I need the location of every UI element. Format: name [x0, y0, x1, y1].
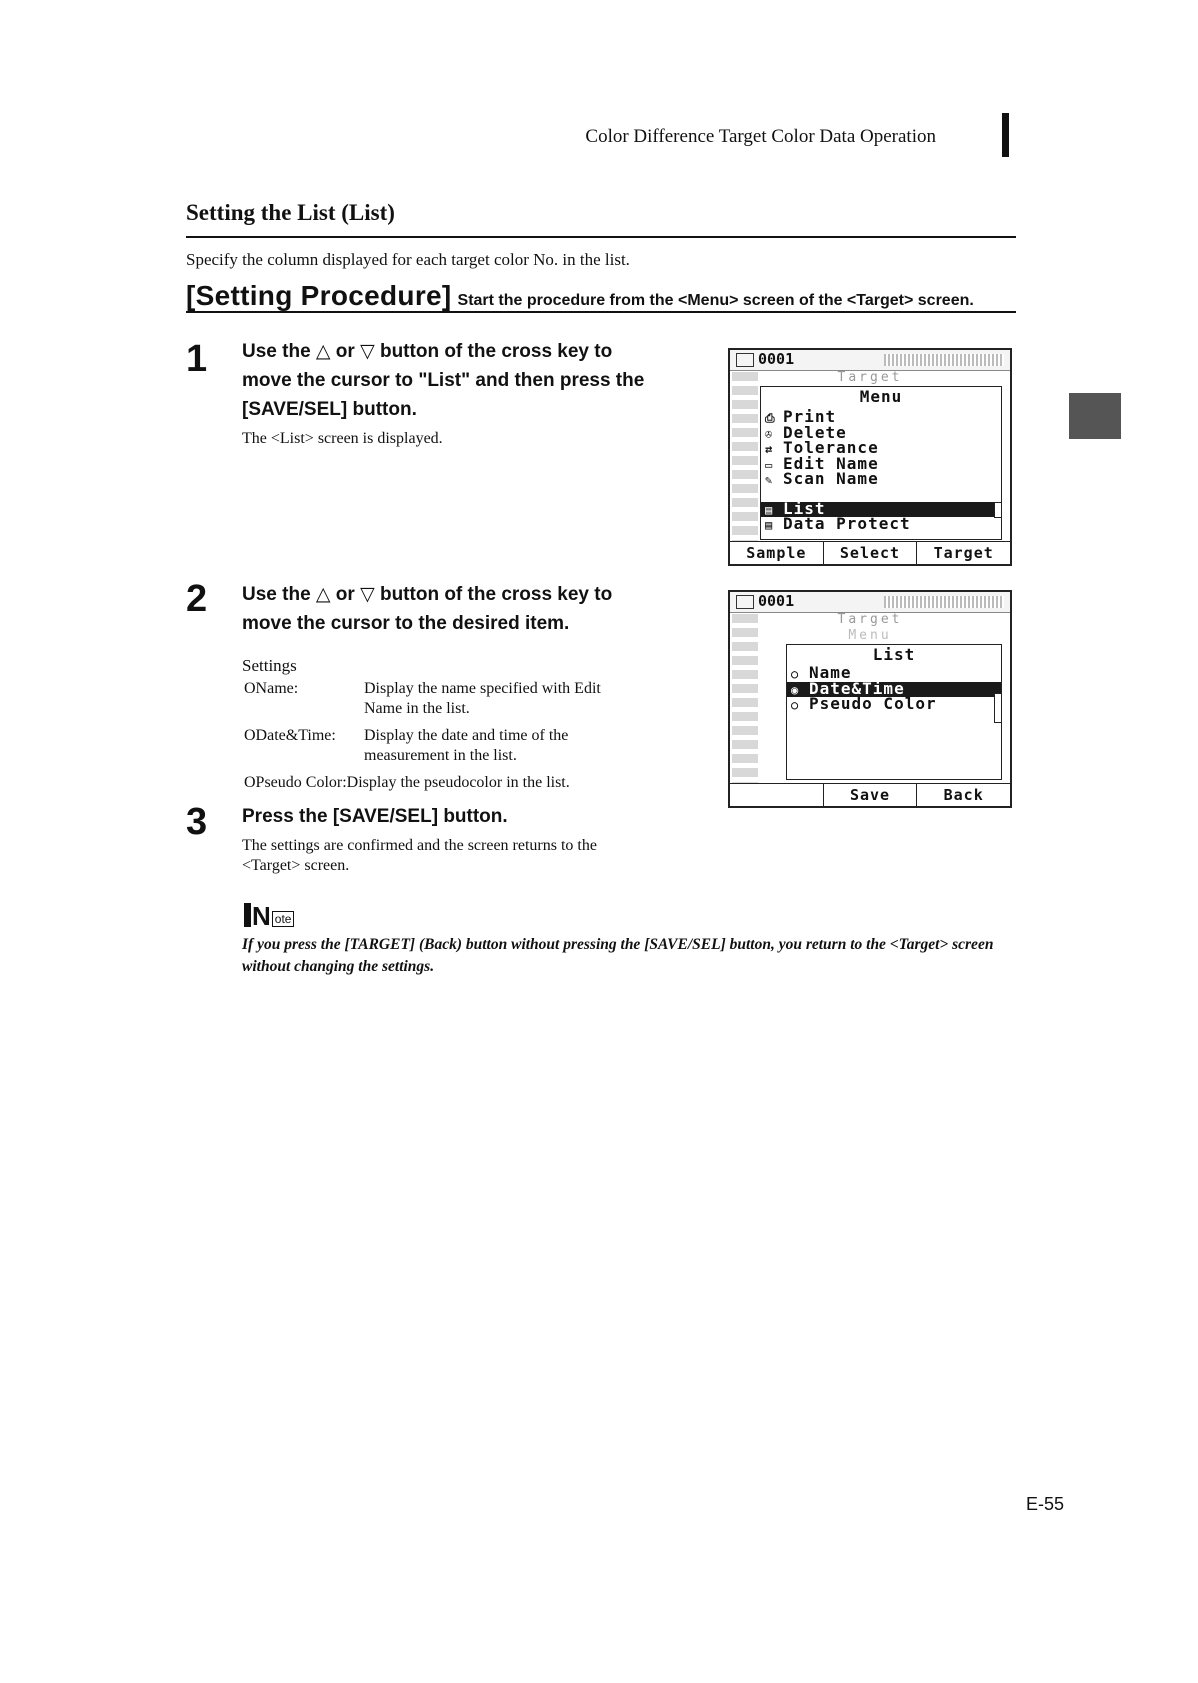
- header-marker-bar: [1002, 113, 1009, 157]
- screen-status-bar: [730, 592, 1010, 613]
- setting-datetime-label: ΟDate&Time:: [244, 727, 336, 744]
- page-number: E-55: [1026, 1494, 1065, 1514]
- settings-heading: Settings: [242, 656, 297, 675]
- list-title: List: [872, 645, 916, 664]
- step-1-result: The <List> screen is displayed.: [242, 430, 443, 447]
- menu-item-scan-name[interactable]: ✎ Scan Name: [765, 469, 879, 488]
- step-2-instruction: [242, 580, 612, 638]
- menu-item-print[interactable]: ⎙ Print: [765, 407, 837, 426]
- step-3-line: <Target> screen.: [242, 857, 350, 874]
- screen-subtitle: Target: [837, 370, 903, 385]
- screen-status-bar: [730, 350, 1010, 371]
- setting-desc-line: Display the name specified with Edit: [364, 680, 601, 697]
- setting-name-label: ΟName:: [244, 680, 299, 697]
- device-screen-menu: [728, 348, 1012, 566]
- setting-desc-line: measurement in the list.: [364, 747, 517, 764]
- list-option-name[interactable]: ○ Name: [791, 663, 852, 682]
- status-icons: [884, 596, 1004, 608]
- protect-icon: ▤: [765, 518, 774, 532]
- target-number: 0001: [758, 350, 795, 368]
- list-option-date-time[interactable]: ◉ Date&Time: [787, 682, 1001, 698]
- delete-icon: ✇: [765, 426, 774, 441]
- step-3-line: The settings are confirmed and the screen returns to the: [242, 837, 597, 854]
- sample-button[interactable]: Sample: [730, 542, 824, 564]
- step-2-line: Use the △ or ▽ button of the cross key to: [242, 584, 613, 605]
- setting-pseudo-color: [244, 773, 570, 793]
- step-1-number: 1: [186, 338, 208, 380]
- menu-title: Menu: [859, 387, 903, 406]
- setting-desc-line: Name in the list.: [364, 700, 470, 717]
- setting-name-desc: [364, 679, 601, 719]
- list-scrollbar[interactable]: [994, 693, 1002, 723]
- select-button[interactable]: Select: [824, 542, 918, 564]
- setting-pseudo-label: ΟPseudo Color:: [244, 774, 347, 791]
- procedure-heading: [186, 280, 1016, 312]
- target-button[interactable]: Target: [933, 544, 994, 562]
- setting-datetime-desc: [364, 726, 568, 766]
- procedure-rule: [186, 311, 1016, 313]
- note-text: If you press the [TARGET] (Back) button without pressing the [SAVE/SEL] button, you return to the <Target> screen without changing the settings.: [242, 936, 994, 975]
- setting-pseudo-desc: Display the pseudocolor in the list.: [346, 774, 570, 791]
- procedure-subtitle: Start the procedure from the <Menu> screen of the <Target> screen.: [457, 292, 974, 309]
- screen-footer: [730, 783, 1010, 806]
- edit-icon: ▭: [765, 457, 774, 472]
- menu-panel: [760, 386, 1002, 540]
- status-icons: [884, 354, 1004, 366]
- ghost-menu-title: Menu: [848, 628, 892, 643]
- screen-list-background: [732, 614, 758, 806]
- target-number: 0001: [758, 592, 795, 610]
- menu-scrollbar[interactable]: [994, 502, 1002, 518]
- menu-item-data-protect[interactable]: ▤ Data Protect: [765, 514, 911, 533]
- step-1-line: Use the △ or ▽ button of the cross key to: [242, 341, 613, 362]
- step-1-instruction: [242, 337, 644, 424]
- step-3-result: [242, 836, 597, 876]
- section-rule: [186, 236, 1016, 238]
- step-1-line: move the cursor to "List" and then press the: [242, 370, 645, 391]
- procedure-title: [Setting Procedure]: [186, 280, 452, 311]
- note-icon: N ote: [244, 903, 294, 927]
- section-intro: Specify the column displayed for each target color No. in the list.: [186, 250, 630, 269]
- folder-icon: [736, 353, 754, 367]
- chapter-side-tab: [1069, 393, 1121, 439]
- tolerance-icon: ⇄: [765, 442, 774, 456]
- back-button[interactable]: Back: [943, 786, 984, 804]
- screen-list-background: [732, 372, 758, 564]
- list-panel: [786, 644, 1002, 780]
- device-screen-list: [728, 590, 1012, 808]
- empty-softkey: [730, 784, 824, 806]
- step-3-instruction: Press the [SAVE/SEL] button.: [242, 806, 508, 827]
- folder-icon: [736, 595, 754, 609]
- print-icon: ⎙: [765, 411, 776, 425]
- save-button[interactable]: Save: [824, 784, 918, 806]
- menu-item-edit-name[interactable]: ▭ Edit Name: [765, 453, 879, 473]
- menu-item-delete[interactable]: ✇ Delete: [765, 422, 847, 442]
- menu-item-tolerance[interactable]: ⇄ Tolerance: [765, 438, 879, 457]
- step-3-number: 3: [186, 801, 208, 843]
- radio-icon: ○: [791, 667, 800, 681]
- list-icon: ▤: [765, 502, 774, 517]
- list-option-pseudo-color[interactable]: ○ Pseudo Color: [791, 694, 937, 713]
- screen-subtitle: Target: [837, 612, 903, 627]
- radio-icon: ○: [791, 698, 800, 712]
- step-1-line: [SAVE/SEL] button.: [242, 399, 417, 420]
- step-2-number: 2: [186, 578, 208, 620]
- scan-icon: ✎: [765, 473, 774, 487]
- step-2-line: move the cursor to the desired item.: [242, 613, 570, 634]
- setting-desc-line: Display the date and time of the: [364, 727, 569, 744]
- menu-item-list[interactable]: ▤ List: [761, 502, 1001, 518]
- radio-selected-icon: ◉: [791, 682, 800, 697]
- running-header: Color Difference Target Color Data Operation: [585, 126, 936, 147]
- section-title: Setting the List (List): [186, 200, 395, 225]
- screen-footer: [730, 541, 1010, 564]
